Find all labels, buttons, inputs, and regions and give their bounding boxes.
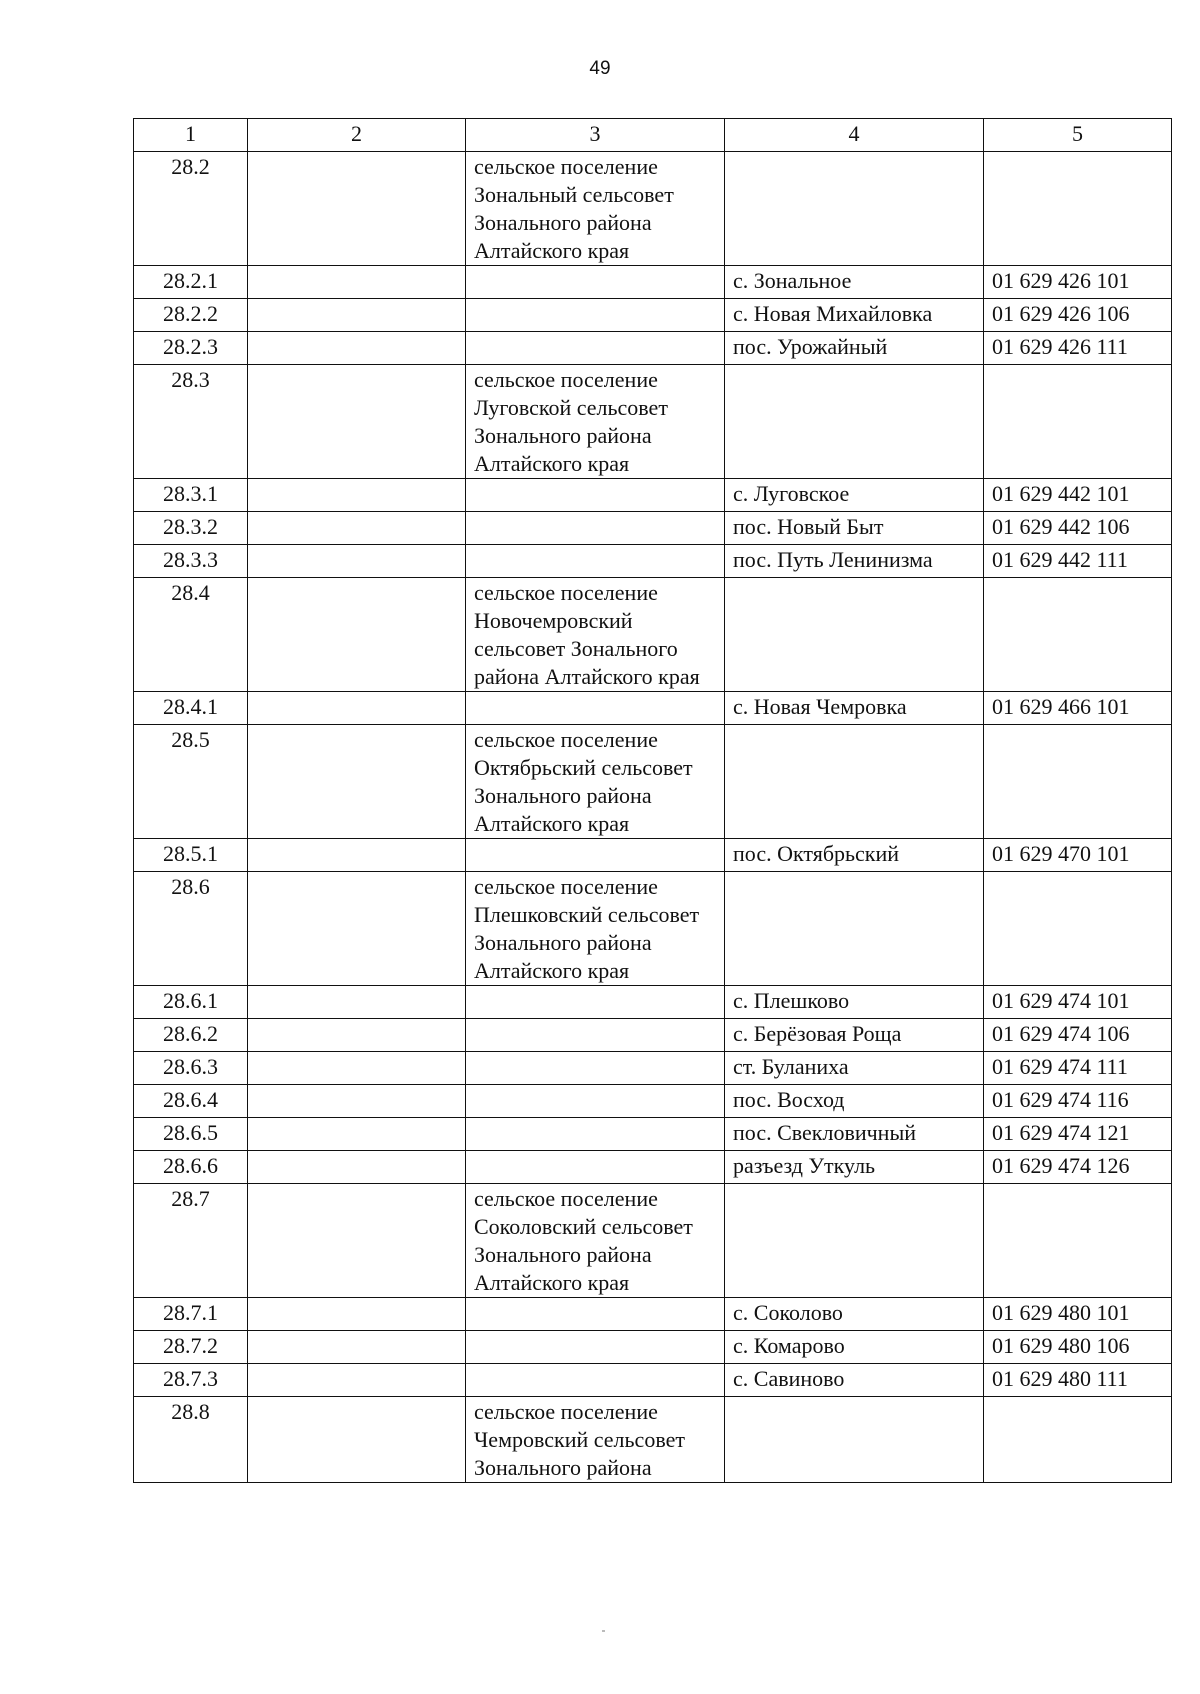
- municipality-row: [134, 365, 1172, 479]
- settlement-name: [725, 1397, 984, 1483]
- municipality-name: [466, 986, 725, 1019]
- column-2-cell: [248, 839, 466, 872]
- column-header-5: 5: [984, 119, 1172, 152]
- row-number: 28.3.3: [134, 545, 248, 578]
- column-2-cell: [248, 1298, 466, 1331]
- settlement-name: с. Соколово: [725, 1298, 984, 1331]
- oktmo-code: 01 629 480 111: [984, 1364, 1172, 1397]
- column-2-cell: [248, 725, 466, 839]
- row-number: 28.6.2: [134, 1019, 248, 1052]
- column-2-cell: [248, 1331, 466, 1364]
- column-2-cell: [248, 1085, 466, 1118]
- oktmo-code: [984, 365, 1172, 479]
- row-number: 28.6.4: [134, 1085, 248, 1118]
- column-2-cell: [248, 578, 466, 692]
- row-number: 28.6.3: [134, 1052, 248, 1085]
- row-number: 28.5: [134, 725, 248, 839]
- column-2-cell: [248, 365, 466, 479]
- settlement-name: с. Новая Михайловка: [725, 299, 984, 332]
- settlement-name: пос. Восход: [725, 1085, 984, 1118]
- oktmo-code: 01 629 474 101: [984, 986, 1172, 1019]
- row-number: 28.4: [134, 578, 248, 692]
- municipality-name: сельское поселение Соколовский сельсовет Зонального района Алтайского края: [466, 1184, 725, 1298]
- settlement-name: пос. Свекловичный: [725, 1118, 984, 1151]
- municipality-row: [134, 578, 1172, 692]
- row-number: 28.3.1: [134, 479, 248, 512]
- municipality-name: сельское поселение Новочемровский сельсовет Зонального района Алтайского края: [466, 578, 725, 692]
- row-number: 28.3.2: [134, 512, 248, 545]
- oktmo-code: 01 629 442 106: [984, 512, 1172, 545]
- settlement-row: [134, 839, 1172, 872]
- oktmo-code: 01 629 426 111: [984, 332, 1172, 365]
- settlement-row: [134, 1118, 1172, 1151]
- settlement-name: с. Комарово: [725, 1331, 984, 1364]
- municipality-name: [466, 1151, 725, 1184]
- oktmo-code: 01 629 480 101: [984, 1298, 1172, 1331]
- oktmo-code: 01 629 474 111: [984, 1052, 1172, 1085]
- settlement-name: с. Плешково: [725, 986, 984, 1019]
- column-2-cell: [248, 332, 466, 365]
- settlement-row: [134, 332, 1172, 365]
- settlement-row: [134, 986, 1172, 1019]
- column-2-cell: [248, 1118, 466, 1151]
- column-2-cell: [248, 1397, 466, 1483]
- row-number: 28.2.3: [134, 332, 248, 365]
- page-number: 49: [589, 58, 611, 79]
- row-number: 28.7.3: [134, 1364, 248, 1397]
- column-2-cell: [248, 1364, 466, 1397]
- oktmo-code: [984, 1397, 1172, 1483]
- municipality-row: [134, 872, 1172, 986]
- column-2-cell: [248, 545, 466, 578]
- row-number: 28.6.5: [134, 1118, 248, 1151]
- municipality-name: [466, 512, 725, 545]
- municipality-name: [466, 1052, 725, 1085]
- column-2-cell: [248, 299, 466, 332]
- column-2-cell: [248, 1151, 466, 1184]
- column-2-cell: [248, 479, 466, 512]
- column-2-cell: [248, 1019, 466, 1052]
- settlement-row: [134, 692, 1172, 725]
- municipality-name: [466, 1019, 725, 1052]
- municipality-name: [466, 839, 725, 872]
- table-body: [134, 119, 1172, 1483]
- settlements-table: [133, 118, 1172, 1483]
- oktmo-code: 01 629 442 111: [984, 545, 1172, 578]
- oktmo-code: [984, 578, 1172, 692]
- oktmo-code: 01 629 426 106: [984, 299, 1172, 332]
- column-2-cell: [248, 1052, 466, 1085]
- settlement-row: [134, 479, 1172, 512]
- settlement-row: [134, 1151, 1172, 1184]
- oktmo-code: [984, 152, 1172, 266]
- municipality-name: сельское поселение Октябрьский сельсовет Зонального района Алтайского края: [466, 725, 725, 839]
- settlement-name: [725, 872, 984, 986]
- oktmo-code: [984, 725, 1172, 839]
- oktmo-code: 01 629 466 101: [984, 692, 1172, 725]
- oktmo-code: 01 629 442 101: [984, 479, 1172, 512]
- municipality-name: [466, 266, 725, 299]
- municipality-name: [466, 332, 725, 365]
- settlement-name: разъезд Уткуль: [725, 1151, 984, 1184]
- municipality-name: сельское поселение Луговской сельсовет Зонального района Алтайского края: [466, 365, 725, 479]
- settlement-row: [134, 1085, 1172, 1118]
- municipality-row: [134, 152, 1172, 266]
- row-number: 28.5.1: [134, 839, 248, 872]
- oktmo-code: 01 629 474 116: [984, 1085, 1172, 1118]
- settlement-name: пос. Урожайный: [725, 332, 984, 365]
- settlement-row: [134, 1331, 1172, 1364]
- row-number: 28.3: [134, 365, 248, 479]
- oktmo-code: 01 629 474 126: [984, 1151, 1172, 1184]
- row-number: 28.6.1: [134, 986, 248, 1019]
- column-header-3: 3: [466, 119, 725, 152]
- settlement-row: [134, 1052, 1172, 1085]
- column-2-cell: [248, 512, 466, 545]
- municipality-name: [466, 1298, 725, 1331]
- municipality-name: [466, 692, 725, 725]
- column-2-cell: [248, 152, 466, 266]
- municipality-row: [134, 1184, 1172, 1298]
- row-number: 28.2.1: [134, 266, 248, 299]
- scan-dot: [602, 1630, 605, 1632]
- oktmo-code: 01 629 480 106: [984, 1331, 1172, 1364]
- municipality-name: [466, 299, 725, 332]
- row-number: 28.6.6: [134, 1151, 248, 1184]
- settlement-name: с. Савиново: [725, 1364, 984, 1397]
- column-2-cell: [248, 986, 466, 1019]
- column-2-cell: [248, 692, 466, 725]
- settlement-name: [725, 725, 984, 839]
- row-number: 28.4.1: [134, 692, 248, 725]
- oktmo-code: 01 629 426 101: [984, 266, 1172, 299]
- municipality-name: [466, 1364, 725, 1397]
- settlement-name: [725, 578, 984, 692]
- oktmo-code: [984, 872, 1172, 986]
- municipality-name: [466, 479, 725, 512]
- row-number: 28.7: [134, 1184, 248, 1298]
- settlement-name: с. Берёзовая Роща: [725, 1019, 984, 1052]
- row-number: 28.8: [134, 1397, 248, 1483]
- row-number: 28.2.2: [134, 299, 248, 332]
- municipality-name: сельское поселение Чемровский сельсовет Зонального района: [466, 1397, 725, 1483]
- settlement-name: пос. Путь Ленинизма: [725, 545, 984, 578]
- settlement-name: [725, 152, 984, 266]
- column-header-1: 1: [134, 119, 248, 152]
- oktmo-code: 01 629 470 101: [984, 839, 1172, 872]
- column-2-cell: [248, 872, 466, 986]
- settlement-row: [134, 1019, 1172, 1052]
- settlement-name: с. Новая Чемровка: [725, 692, 984, 725]
- table-header-row: [134, 119, 1172, 152]
- municipality-name: [466, 545, 725, 578]
- column-2-cell: [248, 1184, 466, 1298]
- municipality-row: [134, 725, 1172, 839]
- row-number: 28.7.2: [134, 1331, 248, 1364]
- column-header-2: 2: [248, 119, 466, 152]
- oktmo-code: 01 629 474 106: [984, 1019, 1172, 1052]
- municipality-name: сельское поселение Зональный сельсовет Зонального района Алтайского края: [466, 152, 725, 266]
- settlement-name: пос. Октябрьский: [725, 839, 984, 872]
- settlement-row: [134, 1364, 1172, 1397]
- settlement-row: [134, 1298, 1172, 1331]
- row-number: 28.7.1: [134, 1298, 248, 1331]
- municipality-row: [134, 1397, 1172, 1483]
- settlement-row: [134, 545, 1172, 578]
- settlement-row: [134, 299, 1172, 332]
- municipality-name: [466, 1085, 725, 1118]
- column-2-cell: [248, 266, 466, 299]
- oktmo-code: [984, 1184, 1172, 1298]
- settlement-name: [725, 365, 984, 479]
- municipality-name: [466, 1118, 725, 1151]
- settlement-row: [134, 512, 1172, 545]
- municipality-name: [466, 1331, 725, 1364]
- oktmo-code: 01 629 474 121: [984, 1118, 1172, 1151]
- settlement-name: с. Зональное: [725, 266, 984, 299]
- municipality-name: сельское поселение Плешковский сельсовет Зонального района Алтайского края: [466, 872, 725, 986]
- row-number: 28.6: [134, 872, 248, 986]
- settlement-name: ст. Буланиха: [725, 1052, 984, 1085]
- settlement-row: [134, 266, 1172, 299]
- settlement-name: с. Луговское: [725, 479, 984, 512]
- settlement-name: [725, 1184, 984, 1298]
- row-number: 28.2: [134, 152, 248, 266]
- settlement-name: пос. Новый Быт: [725, 512, 984, 545]
- column-header-4: 4: [725, 119, 984, 152]
